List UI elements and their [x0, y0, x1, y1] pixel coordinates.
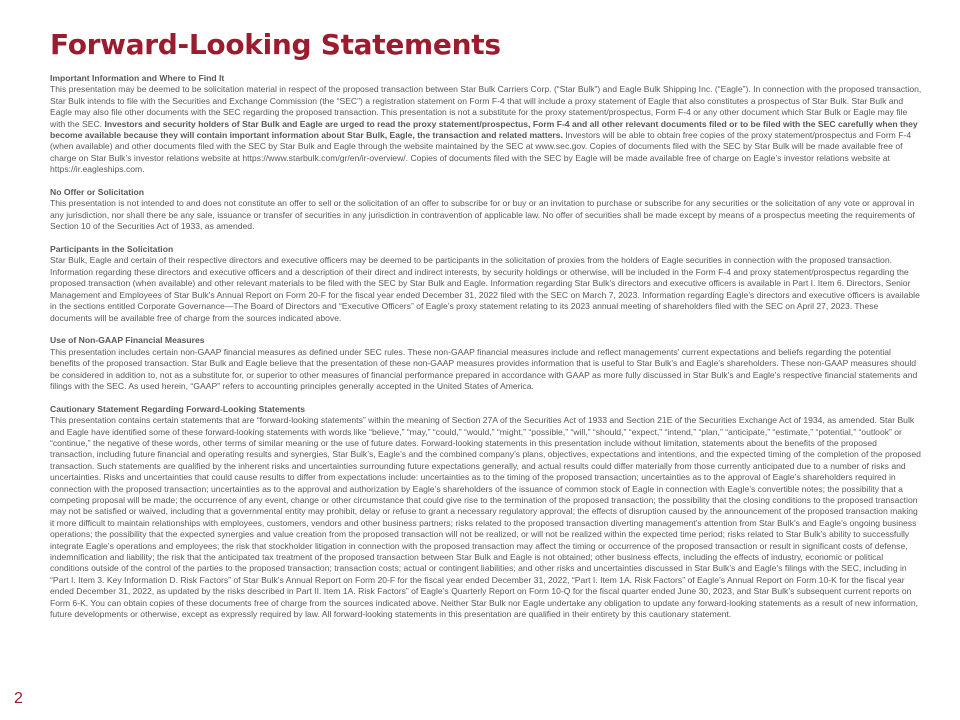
- section-heading: Important Information and Where to Find It: [50, 73, 225, 83]
- section-important-information: [50, 73, 922, 176]
- paragraph-bold-text: Investors and security holders of Star Bulk and Eagle are urged to read the proxy statement/prospectus, Form F-4 and all other relevant documents filed or to be filed with the SEC carefully when they become available because they will contain important information about Star Bulk, Eagle, the transaction and related matters.: [50, 118, 918, 141]
- section-heading: No Offer or Solicitation: [50, 187, 145, 198]
- section-participants: [50, 244, 922, 324]
- paragraph-text: Investors will be able to obtain free copies of the proxy statement/prospectus and Form F-4 (when available) and other documents filed with the SEC by Star Bulk and Eagle through the website maintained by the SEC at www.sec.gov. Copies of documents filed with the SEC by Star Bulk will be made available free of charge on Star Bulk’s investor relations website at https://www.starbulk.com/gr/en/ir-overview/. Copies of documents filed with the SEC by Eagle will be made available free of charge on Eagle’s investor relations website at https://ir.eagleships.com.: [50, 130, 912, 175]
- document-body: [50, 73, 922, 632]
- section-paragraph: This presentation contains certain statements that are “forward-looking statements” within the meaning of Section 27A of the Securities Act of 1933 and Section 21E of the Securities Exchange Act of 1934, as amended. Star Bulk and Eagle have identified some of these forward-looking statements with words like “believe,” “may,” “could,” “would,” “might,” “possible,” “will,” “should,” “expect,” “intend,” “plan,” “anticipate,” “estimate,” “potential,” “outlook” or “continue,” the negative of these words, other terms of similar meaning or the use of future dates. Forward-looking statements in this presentation include without limitation, statements about the benefits of the proposed transaction, including future financial and operating results and synergies, Star Bulk’s, Eagle’s and the combined company’s plans, objectives, expectations and intentions, and the expected timing of the completion of the proposed transaction. Such statements are qualified by the inherent risks and uncertainties surrounding future expectations generally, and actual results could differ materially from those currently anticipated due to a number of risks and uncertainties. Risks and uncertainties that could cause results to differ from expectations include: uncertainties as to the timing of the proposed transaction; uncertainties as to the approval of Eagle’s shareholders required in connection with the proposed transaction; uncertainties as to the approval and authorization by Eagle’s shareholders of the issuance of common stock of Eagle in connection with Eagle’s convertible notes; the possibility that a competing proposal will be made; the occurrence of any event, change or other circumstance that could give rise to the termination of the proposed transaction; the possibility that the closing conditions to the proposed transaction may not be satisfied or waived, including that a governmental entity may prohibit, delay or refuse to grant a necessary regulatory approval; the effects of disruption caused by the announcement of the proposed transaction making it more difficult to maintain relationships with employees, customers, vendors and other business partners; risks related to the proposed transaction diverting management’s attention from Star Bulk’s and Eagle’s ongoing business operations; the possibility that the expected synergies and value creation from the proposed transaction will not be realized, or will not be realized within the expected time period; risks related to Star Bulk’s ability to successfully integrate Eagle’s operations and employees; the risk that stockholder litigation in connection with the proposed transaction may affect the timing or occurrence of the proposed transaction or result in significant costs of defense, indemnification and liability; the risk that the anticipated tax treatment of the proposed transaction between Star Bulk and Eagle is not obtained; other business effects, including the effects of industry, economic or political conditions outside of the control of the parties to the proposed transaction; transaction costs; actual or contingent liabilities; and other risks and uncertainties discussed in Star Bulk’s and Eagle’s filings with the SEC, including in “Part I. Item 3. Key Information D. Risk Factors” of Star Bulk’s Annual Report on Form 20-F for the fiscal year ended December 31, 2022, “Part I. Item 1A. Risk Factors” of Eagle’s Annual Report on Form 10-K for the fiscal year ended December 31, 2022, as updated by the risks described in Part II. Item 1A. Risk Factors” of Eagle’s Quarterly Report on Form 10-Q for the fiscal quarter ended June 30, 2023, and Star Bulk’s subsequent current reports on Form 6-K. You can obtain copies of these documents free of charge from the sources indicated above. Neither Star Bulk nor Eagle undertake any obligation to update any forward-looking statements as a result of new information, future developments or otherwise, except as expressly required by law. All forward-looking statements in this presentation are qualified in their entirety by this cautionary statement.: [50, 415, 921, 620]
- section-paragraph: This presentation is not intended to and does not constitute an offer to sell or the solicitation of an offer to subscribe for or buy or an invitation to purchase or subscribe for any securities or the solicitation of any vote or approval in any jurisdiction, nor shall there be any sale, issuance or transfer of securities in any jurisdiction in contravention of applicable law. No offer of securities shall be made except by means of a prospectus meeting the requirements of Section 10 of the Securities Act of 1933, as amended.: [50, 198, 915, 232]
- section-paragraph: Star Bulk, Eagle and certain of their respective directors and executive officers may be deemed to be participants in the solicitation of proxies from the holders of Eagle securities in connection with the proposed transaction. Information regarding these directors and executive officers and a description of their direct and indirect interests, by security holdings or otherwise, will be included in the Form F-4 and proxy statement/prospectus regarding the proposed transaction (when available) and other relevant materials to be filed with the SEC by Star Bulk and Eagle. Information regarding Star Bulk’s directors and executive officers is available in Part I. Item 6. Directors, Senior Management and Employees of Star Bulk’s Annual Report on Form 20-F for the fiscal year ended December 31, 2022 filed with the SEC on March 7, 2023. Information regarding Eagle’s directors and executive officers is available in the sections entitled Corporate Governance—The Board of Directors and “Executive Officers” of Eagle’s proxy statement relating to its 2023 annual meeting of shareholders filed with the SEC on April 27, 2023. These documents will be available free of charge from the sources indicated above.: [50, 255, 920, 323]
- section-non-gaap: [50, 335, 922, 392]
- section-heading: Use of Non-GAAP Financial Measures: [50, 335, 205, 346]
- section-paragraph: This presentation includes certain non-GAAP financial measures as defined under SEC rules. These non-GAAP financial measures include and reflect managements' current expectations and beliefs regarding the potential benefits of the proposed transaction. Star Bulk and Eagle believe that the presentation of these non-GAAP measures provides information that is useful to Star Bulk's and Eagle's shareholders. These non-GAAP measures should be considered in addition to, not as a substitute for, or superior to other measures of financial performance prepared in accordance with GAAP as more fully discussed in Star Bulk's and Eagle's respective financial statements and filings with the SEC. As used herein, “GAAP” refers to accounting principles generally accepted in the United States of America.: [50, 346, 918, 391]
- page-title: Forward-Looking Statements: [50, 28, 501, 61]
- page-number: 2: [14, 690, 23, 707]
- section-cautionary-statement: [50, 404, 922, 621]
- section-no-offer: [50, 187, 922, 233]
- paragraph-text: This presentation may be deemed to be solicitation material in respect of the proposed transaction between Star Bulk Carriers Corp. (“Star Bulk”) and Eagle Bulk Shipping Inc. (“Eagle”). In connection with the proposed transaction, Star Bulk intends to file with the Securities and Exchange Commission (the “SEC”) a registration statement on Form F-4 that will include a proxy statement of Eagle that also constitutes a prospectus of Star Bulk. Star Bulk and Eagle may also file other documents with the SEC regarding the proposed transaction. This presentation is not a substitute for the proxy statement/prospectus, Form F-4 or any other document which Star Bulk or Eagle may file with the SEC.: [50, 84, 922, 129]
- section-paragraph: [50, 84, 922, 175]
- section-heading: Cautionary Statement Regarding Forward-Looking Statements: [50, 403, 305, 414]
- section-heading: Participants in the Solicitation: [50, 244, 174, 255]
